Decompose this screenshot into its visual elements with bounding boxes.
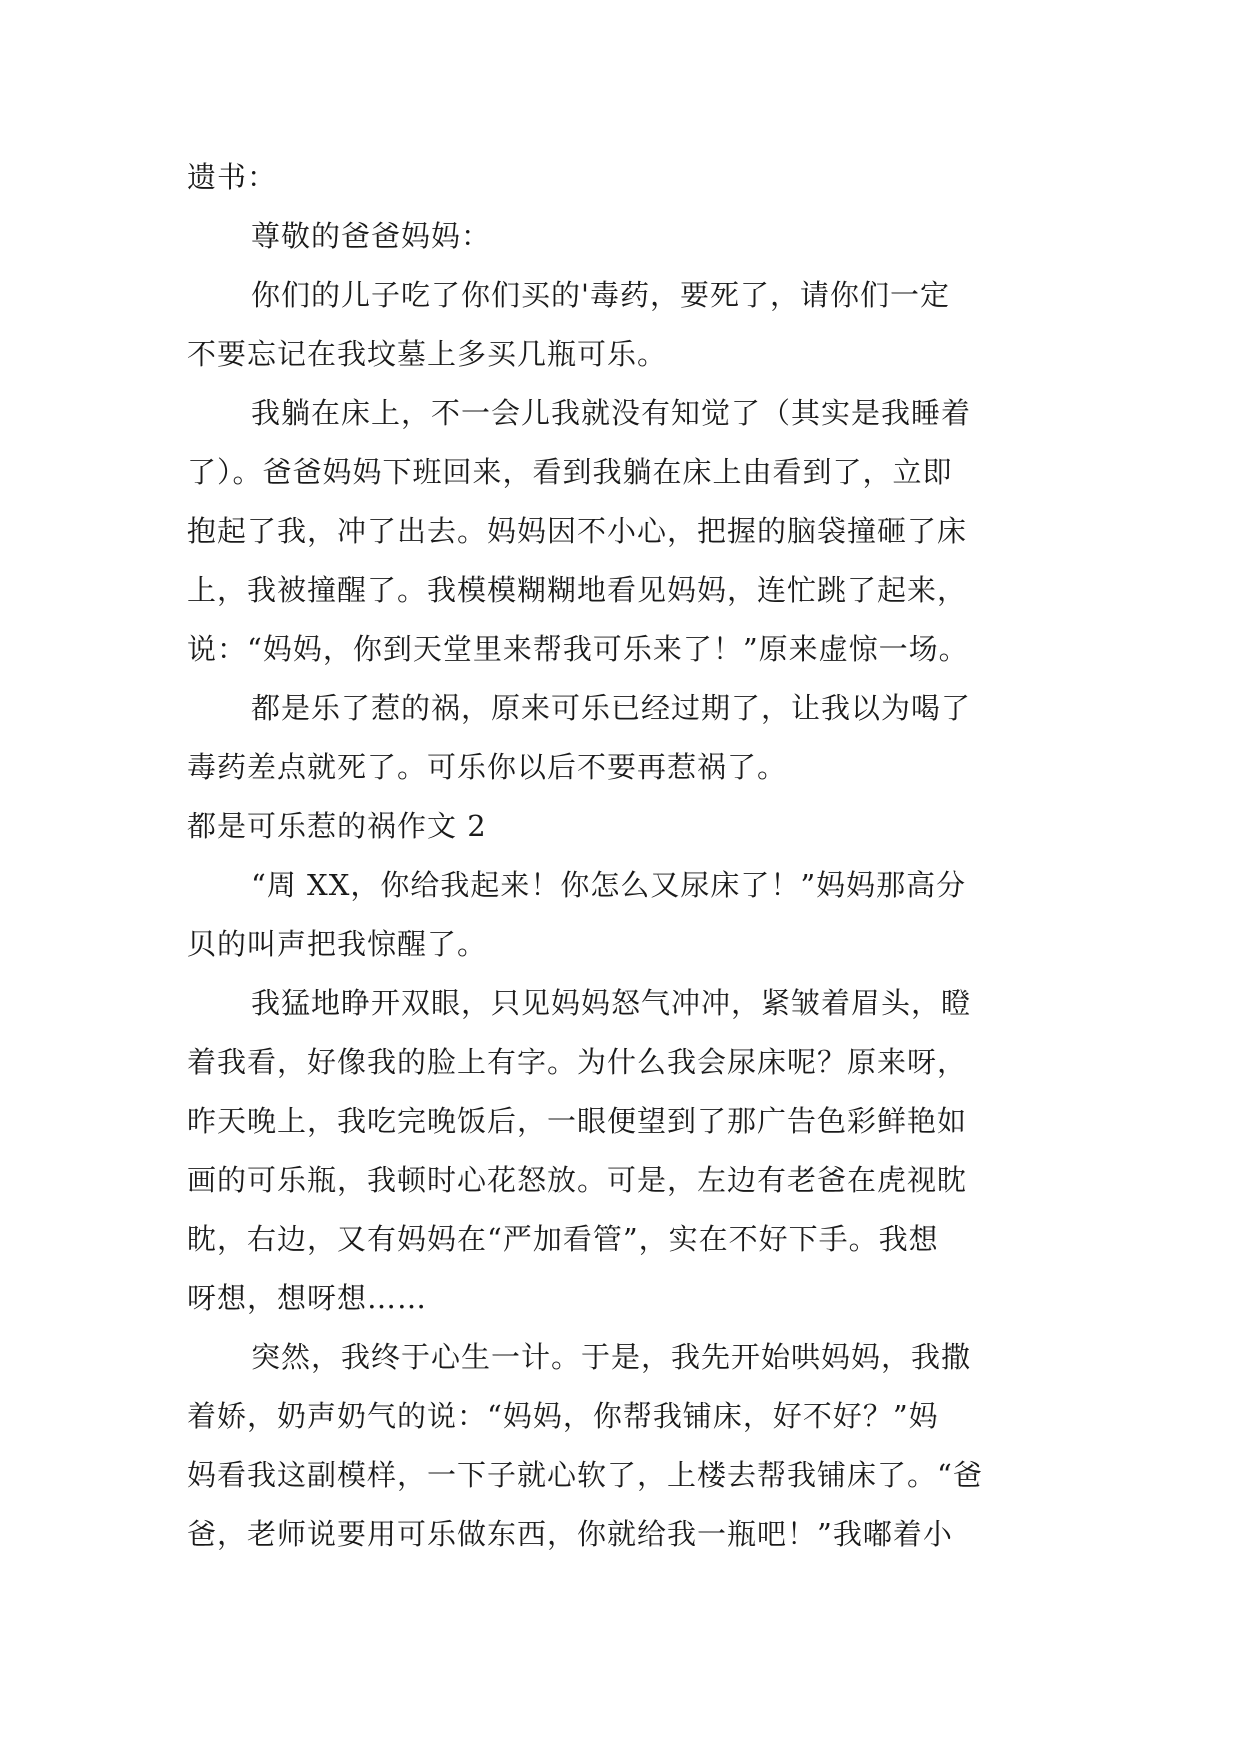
text-line: 抱起了我，冲了出去。妈妈因不小心，把握的脑袋撞砸了床 [187,514,968,548]
document-body [187,148,1067,1564]
text-line: 我猛地睁开双眼，只见妈妈怒气冲冲，紧皱着眉头，瞪 [251,986,972,1020]
letter-salutation: 尊敬的爸爸妈妈： [251,219,492,253]
text-line: 了）。爸爸妈妈下班回来，看到我躺在床上由看到了，立即 [187,455,953,489]
text-line: 呀想，想呀想…… [187,1281,428,1315]
text-line: 昨天晚上，我吃完晚饭后，一眼便望到了那广告色彩鲜艳如 [187,1104,968,1138]
text-line: 上，我被撞醒了。我模模糊糊地看见妈妈，连忙跳了起来， [187,573,968,607]
text-line: 爸，老师说要用可乐做东西，你就给我一瓶吧！”我嘟着小 [187,1517,953,1551]
text-line: 突然，我终于心生一计。于是，我先开始哄妈妈，我撒 [251,1340,972,1374]
text-line: 眈，右边，又有妈妈在“严加看管”，实在不好下手。我想 [187,1222,939,1256]
text-line: 毒药差点就死了。可乐你以后不要再惹祸了。 [187,750,788,784]
text-line: 都是乐了惹的祸，原来可乐已经过期了，让我以为喝了 [251,691,972,725]
text-line: 贝的叫声把我惊醒了。 [187,927,488,961]
text-line: 着娇，奶声奶气的说：“妈妈，你帮我铺床，好不好？”妈 [187,1399,939,1433]
section-title: 都是可乐惹的祸作文 2 [187,809,487,843]
text-line: 你们的儿子吃了你们买的'毒药，要死了，请你们一定 [251,278,950,312]
text-line: 画的可乐瓶，我顿时心花怒放。可是，左边有老爸在虎视眈 [187,1163,968,1197]
text-line: “周 XX，你给我起来！你怎么又尿床了！”妈妈那高分 [251,868,967,902]
text-line: 着我看，好像我的脸上有字。为什么我会尿床呢？原来呀， [187,1045,968,1079]
text-line: 妈看我这副模样，一下子就心软了，上楼去帮我铺床了。“爸 [187,1458,983,1492]
text-line: 不要忘记在我坟墓上多买几瓶可乐。 [187,337,668,371]
letter-heading: 遗书： [187,160,278,194]
text-line: 说：“妈妈，你到天堂里来帮我可乐来了！”原来虚惊一场。 [187,632,969,666]
text-line: 我躺在床上，不一会儿我就没有知觉了（其实是我睡着 [251,396,972,430]
